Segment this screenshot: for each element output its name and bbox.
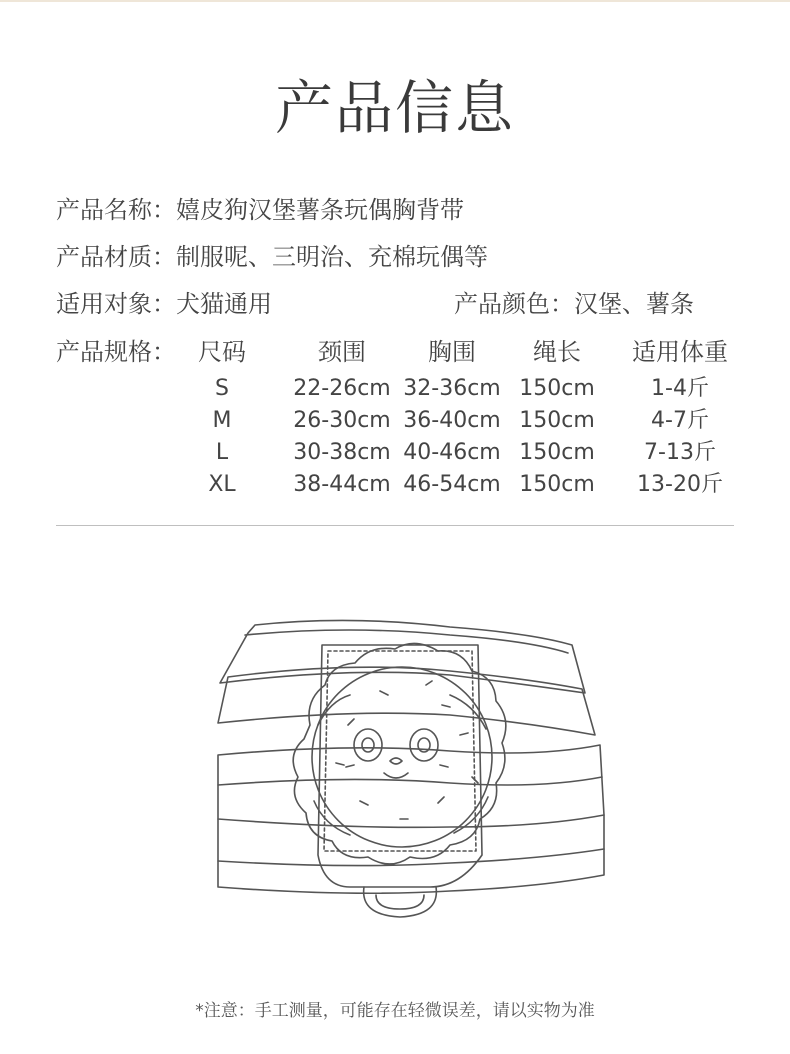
- top-accent-line: [0, 0, 790, 2]
- spec-cell-chest: 46-54cm: [403, 472, 501, 497]
- product-material-row: [56, 241, 488, 273]
- product-color-value: 汉堡、薯条: [574, 290, 694, 318]
- product-material-label: 产品材质：: [56, 243, 176, 271]
- spec-cell-neck: 22-26cm: [293, 376, 391, 401]
- spec-cell-size: XL: [208, 472, 236, 497]
- spec-cell-leash: 150cm: [519, 408, 595, 433]
- target-value: 犬猫通用: [176, 290, 272, 318]
- spec-cell-neck: 30-38cm: [293, 440, 391, 465]
- spec-cell-neck: 38-44cm: [293, 472, 391, 497]
- product-material-value: 制服呢、三明治、充棉玩偶等: [176, 243, 488, 271]
- spec-header-leash: 绳长: [533, 338, 581, 366]
- product-color-label: 产品颜色：: [454, 290, 574, 318]
- spec-cell-weight: 1-4斤: [651, 376, 709, 401]
- spec-header-size: 尺码: [198, 338, 246, 366]
- product-color-row: [454, 288, 694, 320]
- spec-header-chest: 胸围: [428, 338, 476, 366]
- spec-cell-weight: 13-20斤: [637, 472, 723, 497]
- spec-cell-weight: 4-7斤: [651, 408, 709, 433]
- product-name-label: 产品名称：: [56, 196, 176, 224]
- spec-row: [56, 336, 176, 368]
- spec-cell-leash: 150cm: [519, 472, 595, 497]
- product-name-row: [56, 194, 464, 226]
- spec-cell-size: M: [212, 408, 232, 433]
- divider: [56, 525, 734, 526]
- measurement-note: *注意：手工测量，可能存在轻微误差，请以实物为准: [195, 1001, 595, 1021]
- spec-cell-size: S: [215, 376, 229, 401]
- spec-cell-size: L: [215, 440, 229, 465]
- spec-cell-leash: 150cm: [519, 376, 595, 401]
- spec-label: 产品规格：: [56, 338, 176, 366]
- spec-cell-chest: 32-36cm: [403, 376, 501, 401]
- target-row: [56, 288, 272, 320]
- page-title: 产品信息: [274, 74, 515, 142]
- spec-cell-chest: 36-40cm: [403, 408, 501, 433]
- spec-cell-leash: 150cm: [519, 440, 595, 465]
- harness-illustration: [200, 605, 620, 925]
- spec-cell-chest: 40-46cm: [403, 440, 501, 465]
- spec-header-weight: 适用体重: [632, 338, 728, 366]
- product-name-value: 嬉皮狗汉堡薯条玩偶胸背带: [176, 196, 464, 224]
- target-label: 适用对象：: [56, 290, 176, 318]
- spec-cell-neck: 26-30cm: [293, 408, 391, 433]
- spec-header-neck: 颈围: [318, 338, 366, 366]
- spec-cell-weight: 7-13斤: [644, 440, 716, 465]
